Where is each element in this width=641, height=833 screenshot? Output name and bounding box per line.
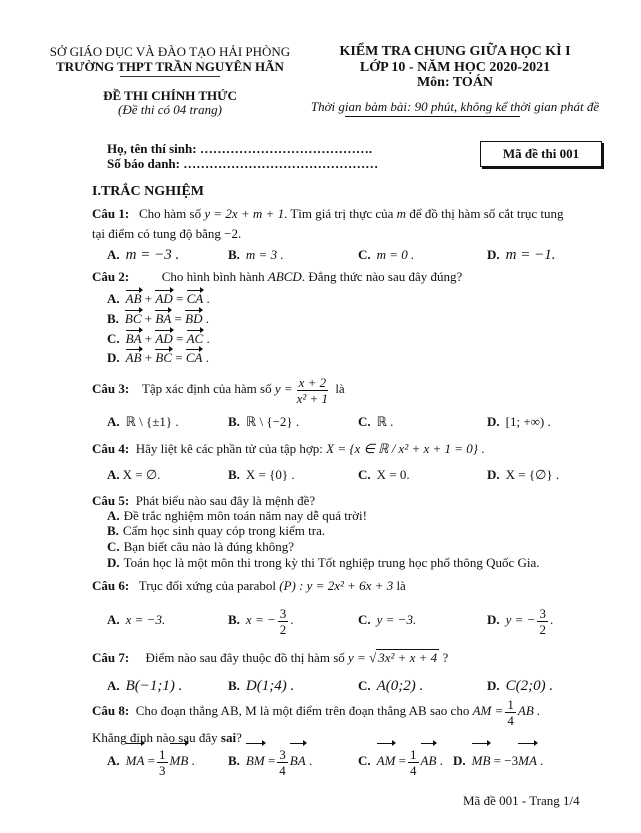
question-2: Câu 2: Cho hình bình hành ABCD. Đẳng thức nào sau đây đúng? [92, 269, 463, 284]
option-a[interactable]: A. Đề trắc nghiệm môn toán năm nay dễ quá trời! [107, 508, 367, 523]
divider [345, 116, 520, 117]
section-title: I.TRẮC NGHIỆM [92, 184, 205, 199]
option-a[interactable]: A. X = ∅. [107, 467, 161, 482]
exam-code: Mã đề thi 001 [502, 146, 580, 161]
question-4: Câu 4: Hãy liệt kê các phần tử của tập hợp: X = {x ∈ ℝ / x² + x + 1 = 0} . [92, 441, 485, 456]
option-b[interactable]: B. ℝ \ {−2} . [228, 414, 300, 429]
option-d[interactable]: D. y = − $\frac{3}{2}$ . [487, 605, 554, 637]
time-limit: Thời gian bàm bài: 90 phút, không kể thời gian phát đề [310, 99, 600, 114]
option-d[interactable]: D. [1; +∞) . [487, 414, 551, 429]
option-d[interactable]: D. C(2;0) . [487, 678, 554, 694]
option-c[interactable]: C. Bạn biết câu nào là đúng không? [107, 539, 295, 554]
option-b[interactable]: B. BM = $\frac{3}{4}$ BA . [228, 742, 312, 778]
option-c[interactable]: C. A(0;2) . [358, 678, 424, 694]
exam-code-box [480, 141, 602, 167]
option-b[interactable]: B. X = {0} . [228, 467, 295, 482]
question-8-cont: Khẳng định nào sau đây sai? [92, 730, 242, 745]
grade-year: LỚP 10 - NĂM HỌC 2020-2021 [359, 60, 551, 75]
option-d[interactable]: D. m = −1. [487, 247, 556, 263]
option-b[interactable]: B. x = − $\frac{3}{2}$ . [228, 605, 294, 637]
option-a[interactable]: A. m = −3 . [107, 247, 180, 263]
official-label: ĐỀ THI CHÍNH THỨC [103, 88, 237, 103]
option-d[interactable]: D. Toán học là một môn thi trong kỳ thi Tốt nghiệp trung học phổ thông Quốc Gia. [107, 555, 540, 570]
school-name: TRƯỜNG THPT TRẦN NGUYÊN HÃN [56, 59, 284, 74]
option-a[interactable]: A. B(−1;1) . [107, 678, 183, 694]
option-c[interactable]: C. m = 0 . [358, 247, 415, 262]
student-name-field: Họ, tên thí sinh: …………………………………. [107, 141, 373, 156]
question-3: Câu 3: Tập xác định của hàm số y = $\frac{x + 2}{\text{x² + 1}}$ là [92, 374, 345, 406]
option-a[interactable]: A. x = −3. [107, 612, 166, 627]
department: SỞ GIÁO DỤC VÀ ĐÀO TẠO HẢI PHÒNG [49, 44, 291, 59]
option-c[interactable]: C. ℝ . [358, 414, 394, 429]
question-8: Câu 8: Cho đoạn thẳng AB, M là một điểm trên đoạn thẳng AB sao cho AM = $\frac{1}{4}$ AB . [92, 696, 541, 728]
page-count: (Đề thi có 04 trang) [118, 102, 222, 117]
option-c[interactable]: C. AM = $\frac{1}{4}$ AB . [358, 742, 443, 778]
exam-title: KIỂM TRA CHUNG GIỮA HỌC KÌ I [339, 44, 571, 59]
option-c[interactable]: C. X = 0. [358, 467, 410, 482]
question-1-cont: tại điểm có tung độ bằng −2. [92, 226, 242, 241]
candidate-number-field: Số báo danh: ……………………………………… [107, 156, 379, 171]
option-b[interactable]: B. m = 3 . [228, 247, 284, 262]
option-a[interactable]: A. AB + AD = CA . [107, 291, 210, 306]
question-6: Câu 6: Trục đối xứng của parabol (P) : y = 2x² + 6x + 3 là [92, 578, 406, 593]
option-b[interactable]: B. Cấm học sinh quay cóp trong kiểm tra. [107, 523, 326, 538]
option-b[interactable]: B. D(1;4) . [228, 678, 295, 694]
page-footer: Mã đề 001 - Trang 1/4 [463, 793, 580, 808]
question-5: Câu 5: Phát biểu nào sau đây là mệnh đề? [92, 493, 316, 508]
divider [120, 76, 220, 77]
option-a[interactable]: A. MA = $\frac{1}{3}$ MB . [107, 742, 195, 778]
question-1: Câu 1: Cho hàm số y = 2x + m + 1. Tìm giá trị thực của m để đồ thị hàm số cắt trục tung [92, 206, 564, 221]
option-d[interactable]: D. AB + BC = CA . [107, 350, 209, 365]
question-7: Câu 7: Điểm nào sau đây thuộc đồ thị hàm số y = √ 3x² + x + 4 ? [92, 650, 449, 665]
option-d[interactable]: D. X = {∅} . [487, 467, 560, 482]
option-d[interactable]: D. MB = −3MA . [453, 742, 543, 778]
option-a[interactable]: A. ℝ \ {±1} . [107, 414, 179, 429]
option-b[interactable]: B. BC + BA = BD . [107, 311, 209, 326]
option-c[interactable]: C. y = −3. [358, 612, 417, 627]
subject: Môn: TOÁN [416, 75, 494, 90]
option-c[interactable]: C. BA + AD = AC . [107, 331, 210, 346]
